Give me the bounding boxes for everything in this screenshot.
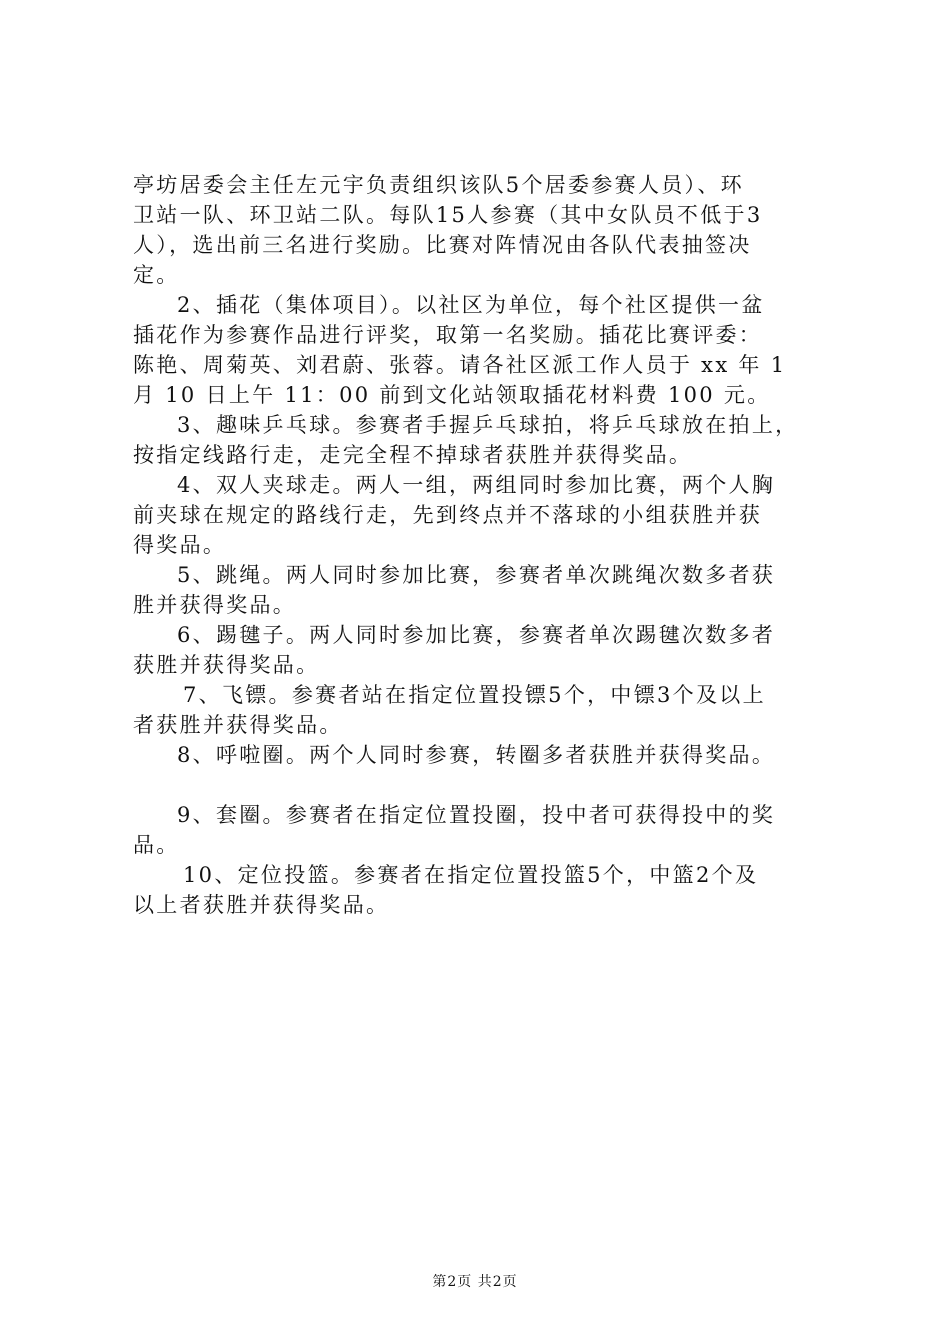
item-5-heading-line: 5、跳绳。两人同时参加比赛，参赛者单次跳绳次数多者获 — [177, 563, 776, 587]
item-6-heading-line: 6、踢毽子。两人同时参加比赛，参赛者单次踢毽次数多者 — [177, 623, 776, 647]
text-line: 按指定线路行走，走完全程不掉球者获胜并获得奖品。 — [133, 443, 693, 467]
item-10-heading-line: 10、定位投篮。参赛者在指定位置投篮5个，中篮2个及 — [183, 863, 759, 887]
text-line: 月 10 日上午 11：00 前到文化站领取插花材料费 100 元。 — [133, 383, 771, 407]
item-2-heading-line: 2、插花（集体项目）。以社区为单位，每个社区提供一盆 — [177, 293, 765, 317]
text-line: 前夹球在规定的路线行走，先到终点并不落球的小组获胜并获 — [133, 503, 763, 527]
text-line: 胜并获得奖品。 — [133, 593, 297, 617]
text-line: 定。 — [133, 263, 180, 287]
text-line: 卫站一队、环卫站二队。每队15人参赛（其中女队员不低于3 — [133, 203, 763, 227]
text-line: 陈艳、周菊英、刘君蔚、张蓉。请各社区派工作人员于 xx 年 1 — [133, 353, 787, 377]
document-body — [133, 170, 833, 920]
text-line: 以上者获胜并获得奖品。 — [133, 893, 390, 917]
text-line: 插花作为参赛作品进行评奖，取第一名奖励。插花比赛评委： — [133, 323, 763, 347]
item-9-heading-line: 9、套圈。参赛者在指定位置投圈，投中者可获得投中的奖 — [177, 803, 776, 827]
paragraph-spacer — [133, 770, 833, 800]
text-line: 品。 — [133, 833, 180, 857]
item-3-heading-line: 3、趣味乒乓球。参赛者手握乒乓球拍，将乒乓球放在拍上， — [177, 413, 799, 437]
text-line: 者获胜并获得奖品。 — [133, 713, 343, 737]
text-line: 人），选出前三名进行奖励。比赛对阵情况由各队代表抽签决 — [133, 233, 752, 257]
text-line: 获胜并获得奖品。 — [133, 653, 320, 677]
item-8-heading-line: 8、呼啦圈。两个人同时参赛，转圈多者获胜并获得奖品。 — [177, 743, 776, 767]
item-4-heading-line: 4、双人夹球走。两人一组，两组同时参加比赛，两个人胸 — [177, 473, 776, 497]
item-7-heading-line: 7、飞镖。参赛者站在指定位置投镖5个，中镖3个及以上 — [183, 683, 766, 707]
page-footer: 第2页 共2页 — [432, 1274, 518, 1290]
text-line: 得奖品。 — [133, 533, 227, 557]
text-line: 亭坊居委会主任左元宇负责组织该队5个居委参赛人员）、环 — [133, 173, 744, 197]
